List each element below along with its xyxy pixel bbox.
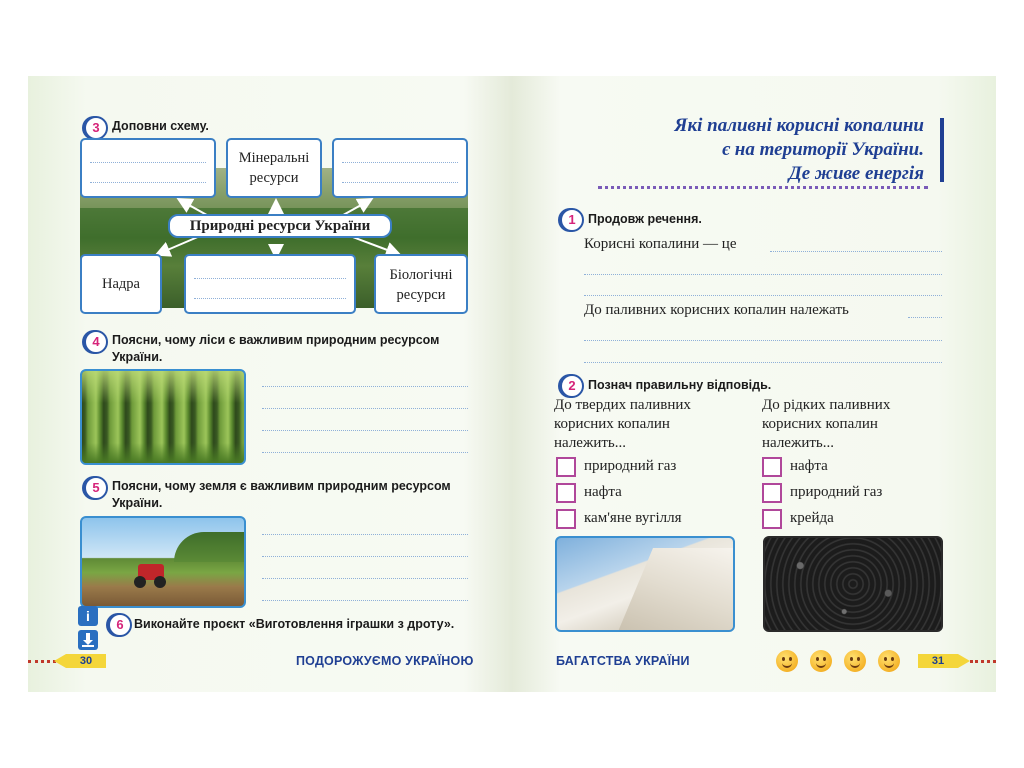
- answer-line[interactable]: [262, 386, 468, 387]
- question-solid-fuels: [554, 396, 691, 453]
- option-label: нафта: [584, 484, 622, 500]
- answer-line[interactable]: [770, 251, 942, 252]
- task-1-number: 1: [560, 208, 584, 232]
- answer-line[interactable]: [908, 317, 942, 318]
- checkbox-solid-option-3[interactable]: [556, 509, 576, 529]
- heading-line-2: є на території України.: [722, 139, 924, 160]
- answer-line[interactable]: [584, 274, 942, 275]
- pencil-tip-icon: [54, 654, 66, 668]
- page-number-right: 31: [918, 654, 958, 668]
- task-4-text: Поясни, чому ліси є важливим природним ресурсом України.: [112, 333, 440, 364]
- answer-line[interactable]: [262, 430, 468, 431]
- answer-line[interactable]: [584, 340, 942, 341]
- option-label: природний газ: [584, 458, 677, 474]
- option-label: крейда: [790, 510, 834, 526]
- scheme-box-bio: [374, 254, 468, 314]
- option-label: природний газ: [790, 484, 883, 500]
- answer-line[interactable]: [262, 452, 468, 453]
- task-6-number: 6: [108, 613, 132, 637]
- scheme-empty-box-bottom-middle[interactable]: [184, 254, 356, 314]
- sentence-2: До паливних корисних копалин належать: [584, 302, 849, 318]
- task-2-number: 2: [560, 374, 584, 398]
- answer-line[interactable]: [262, 600, 468, 601]
- heading-line-1: Які паливні корисні копалини: [674, 115, 924, 136]
- smiley-icon[interactable]: [844, 650, 866, 672]
- checkbox-liquid-option-1[interactable]: [762, 457, 782, 477]
- scheme-center-label: Природні ресурси України: [189, 218, 371, 234]
- heading-divider: [598, 186, 928, 189]
- question-line: корисних копалин: [762, 416, 878, 432]
- scheme-mineral-label: Мінеральні ресурси: [238, 150, 310, 186]
- coal-photo: [763, 536, 943, 632]
- question-line: корисних копалин: [554, 416, 670, 432]
- option-label: кам'яне вугілля: [584, 510, 682, 526]
- answer-line[interactable]: [262, 408, 468, 409]
- page-number-left: 30: [66, 654, 106, 668]
- checkbox-liquid-option-3[interactable]: [762, 509, 782, 529]
- scheme-box-nadra: [80, 254, 162, 314]
- answer-line[interactable]: [262, 556, 468, 557]
- smiley-icon[interactable]: [878, 650, 900, 672]
- task-1-text: Продовж речення.: [588, 212, 702, 226]
- question-line: належить...: [554, 435, 626, 451]
- info-icon: i: [78, 606, 98, 626]
- question-line: До твердих паливних: [554, 397, 691, 413]
- answer-line[interactable]: [584, 362, 942, 363]
- forest-photo: [80, 369, 246, 465]
- task-5-number: 5: [84, 476, 108, 500]
- footer-dots-right: [970, 660, 996, 663]
- heading-bar: [940, 118, 944, 182]
- answer-line[interactable]: [584, 295, 942, 296]
- task-6-text: Виконайте проєкт «Виготовлення іграшки з дроту».: [134, 617, 455, 631]
- scheme-bio-label: Біологічні ресурси: [389, 267, 453, 303]
- question-line: До рідких паливних: [762, 397, 891, 413]
- sentence-1: Корисні копалини — це: [584, 236, 737, 252]
- book-spread: [28, 76, 996, 692]
- scheme-box-center: [168, 214, 392, 238]
- smiley-icon[interactable]: [810, 650, 832, 672]
- pencil-tip-icon: [958, 654, 970, 668]
- field-tractor-photo: [80, 516, 246, 608]
- question-line: належить...: [762, 435, 834, 451]
- smiley-icon[interactable]: [776, 650, 798, 672]
- footer-dots-left: [28, 660, 56, 663]
- task-2-text: Познач правильну відповідь.: [588, 378, 772, 392]
- question-liquid-fuels: [762, 396, 890, 453]
- task-3-number: 3: [84, 116, 108, 140]
- download-icon: [78, 630, 98, 650]
- footer-title-left: ПОДОРОЖУЄМО УКРАЇНОЮ: [296, 654, 474, 668]
- task-5-text: Поясни, чому земля є важливим природним ресурсом України.: [112, 479, 451, 510]
- footer-title-right: БАГАТСТВА УКРАЇНИ: [556, 654, 690, 668]
- task-4-number: 4: [84, 330, 108, 354]
- option-label: нафта: [790, 458, 828, 474]
- checkbox-liquid-option-2[interactable]: [762, 483, 782, 503]
- checkbox-solid-option-2[interactable]: [556, 483, 576, 503]
- answer-line[interactable]: [262, 534, 468, 535]
- answer-line[interactable]: [262, 578, 468, 579]
- scheme-nadra-label: Надра: [102, 276, 140, 292]
- task-3-text: Доповни схему.: [112, 119, 209, 133]
- page-heading: [628, 114, 924, 186]
- chalk-cliff-photo: [555, 536, 735, 632]
- heading-line-3: Де живе енергія: [788, 163, 924, 184]
- checkbox-solid-option-1[interactable]: [556, 457, 576, 477]
